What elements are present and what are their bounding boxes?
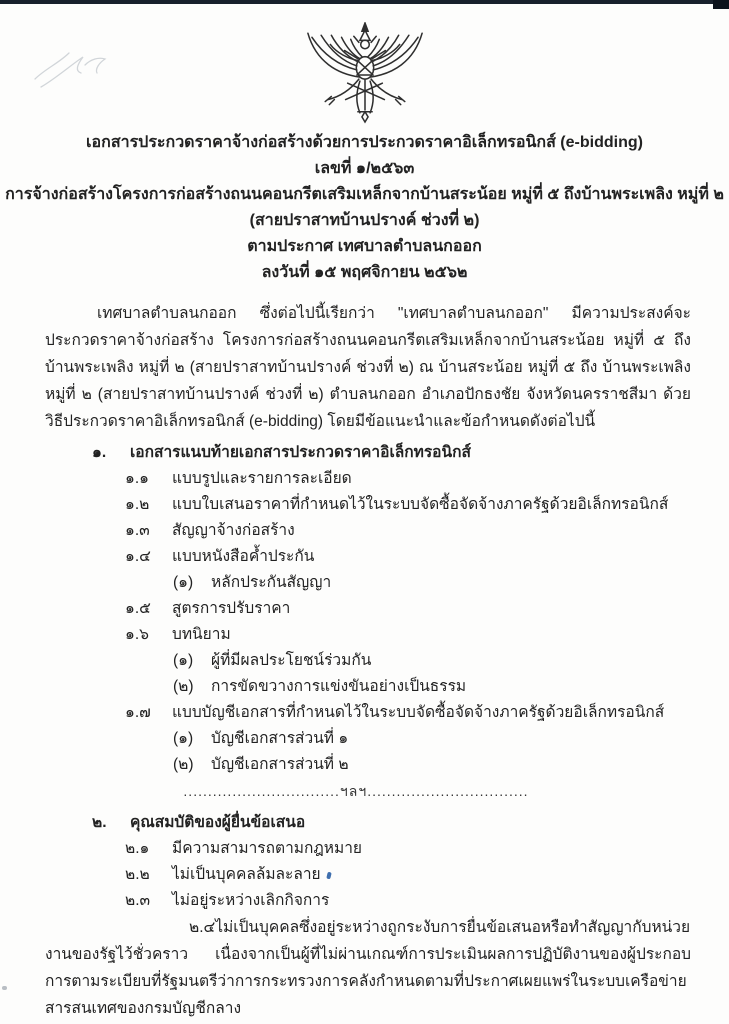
document-title: เอกสารประกวดราคาจ้างก่อสร้างด้วยการประกวดราคาอิเล็กทรอนิกส์ (e-bidding) [86,134,643,151]
project-title-line2: (สายปราสาทบ้านปรางค์ ช่วงที่ ๒) [249,212,480,229]
item-number: ๒.๓ [125,892,151,909]
list-item [45,596,691,622]
garuda-emblem-drawing [285,22,445,124]
document-title-block [0,130,729,286]
list-item [45,518,691,544]
item-number: ๑.๓ [125,522,150,539]
item-text: ไม่เป็นบุคคลล้มละลาย [172,866,321,883]
item-number: ๑.๔ [125,548,151,565]
item-text: ผู้ที่มีผลประโยชน์ร่วมกัน [211,652,372,669]
item-text: บัญชีเอกสารส่วนที่ ๒ [211,756,349,773]
item-number: ๑.๑ [125,470,149,487]
item-text: แบบใบเสนอราคาที่กำหนดไว้ในระบบจัดซื้อจัดจ้างภาครัฐด้วยอิเล็กทรอนิกส์ [172,496,669,513]
section-number: ๑. [92,444,107,461]
item-number: (๒) [173,678,194,695]
section-1-heading [45,439,691,466]
section-number: ๒. [92,814,107,831]
item-number: ๑.๕ [125,600,151,617]
item-number: (๒) [173,756,194,773]
item-text: แบบรูปและรายการละเอียด [172,470,352,487]
item-text: แบบบัญชีเอกสารที่กำหนดไว้ในระบบจัดซื้อจัดจ้างภาครัฐด้วยอิเล็กทรอนิกส์ [172,704,665,721]
item-text: การขัดขวางการแข่งขันอย่างเป็นธรรม [211,678,467,695]
item-text: บทนิยาม [172,626,231,643]
document-number: เลขที่ ๑/๒๕๖๓ [314,160,415,177]
pencil-scribble-mark [25,35,145,115]
list-item [45,466,691,492]
list-subitem [45,648,691,674]
item-text: ไม่อยู่ระหว่างเลิกกิจการ [172,892,330,909]
item-number: (๑) [173,730,194,747]
intro-paragraph: เทศบาลตำบลนกออก ซึ่งต่อไปนี้เรียกว่า "เทศบาลตำบลนกออก" มีความประสงค์จะ ประกวดราคาจ้างก่อสร้าง โครงการก่อสร้างถนนคอนกรีตเสริมเหล็กจากบ้านสระน้อย หมู่ที่ ๕ ถึงบ้านพระเพลิง หมู่ที่ ๒ (สายปราสาทบ้านปรางค์ ช่วงที่ ๒) ณ บ้านสระน้อย หมู่ที่ ๕ ถึง บ้านพระเพลิง หมู่ที่ ๒ (สายปราสาทบ้านปรางค์ ช่วงที่ ๒) ตำบลนกออก อำเภอปักธงชัย จังหวัดนครราชสีมา ด้วยวิธีประกวดราคาอิเล็กทรอนิกส์ (e-bidding) โดยมีข้อแนะนำและข้อกำหนดดังต่อไปนี้ [45,305,691,430]
item-text: มีความสามารถตามกฎหมาย [172,840,363,857]
etcetera-divider: ................................ฯลฯ................................. [183,783,529,799]
list-item-paragraph [45,914,691,1022]
announcement-authority: ตามประกาศ เทศบาลตำบลนกออก [247,238,482,255]
item-number: ๒.๔ [189,919,216,936]
scan-top-edge-artifact [0,0,729,4]
item-number: (๑) [173,652,194,669]
item-number: ๑.๗ [125,704,151,721]
scan-speck-artifact [2,986,7,990]
item-number: ๒.๒ [125,866,150,883]
item-number: ๑.๖ [125,626,149,643]
section-title: คุณสมบัติของผู้ยื่นข้อเสนอ [130,814,306,831]
list-item [45,544,691,570]
list-subitem [45,570,691,596]
item-number: (๑) [173,574,194,591]
list-item [45,700,691,726]
announcement-date: ลงวันที่ ๑๕ พฤศจิกายน ๒๕๖๒ [261,264,468,281]
list-item [45,862,691,888]
document-body [0,300,729,1022]
blue-pen-mark [326,872,332,880]
list-item [45,492,691,518]
list-subitem [45,752,691,778]
item-text: ไม่เป็นบุคคลซึ่งอยู่ระหว่างถูกระงับการยื่นข้อเสนอหรือทำสัญญากับหน่วยงานของรัฐไว้ชั่วคราว เนื่องจากเป็นผู้ที่ไม่ผ่านเกณฑ์การประเมินผลการปฏิบัติงานของผู้ประกอบการตามระเบียบที่รัฐมนตรีว่าการกระทรวงการคลังกำหนดตามที่ประกาศเผยแพร่ในระบบเครือข่ายสารสนเทศของกรมบัญชีกลาง [45,919,691,1017]
item-text: แบบหนังสือค้ำประกัน [172,548,315,565]
item-text: สัญญาจ้างก่อสร้าง [172,522,295,539]
project-title-line1: การจ้างก่อสร้างโครงการก่อสร้างถนนคอนกรีตเสริมเหล็กจากบ้านสระน้อย หมู่ที่ ๕ ถึงบ้านพระเพลิง หมู่ที่ ๒ [5,186,724,203]
item-number: ๑.๒ [125,496,150,513]
section-title: เอกสารแนบท้ายเอกสารประกวดราคาอิเล็กทรอนิกส์ [130,444,471,461]
list-subitem [45,674,691,700]
list-item [45,622,691,648]
scan-corner-artifact [713,0,729,9]
list-subitem [45,726,691,752]
item-text: สูตรการปรับราคา [172,600,291,617]
section-2-heading [45,809,691,836]
garuda-emblem [285,22,445,124]
item-number: ๒.๑ [125,840,150,857]
list-item [45,888,691,914]
item-text: บัญชีเอกสารส่วนที่ ๑ [211,730,349,747]
list-item [45,836,691,862]
item-text: หลักประกันสัญญา [211,574,332,591]
